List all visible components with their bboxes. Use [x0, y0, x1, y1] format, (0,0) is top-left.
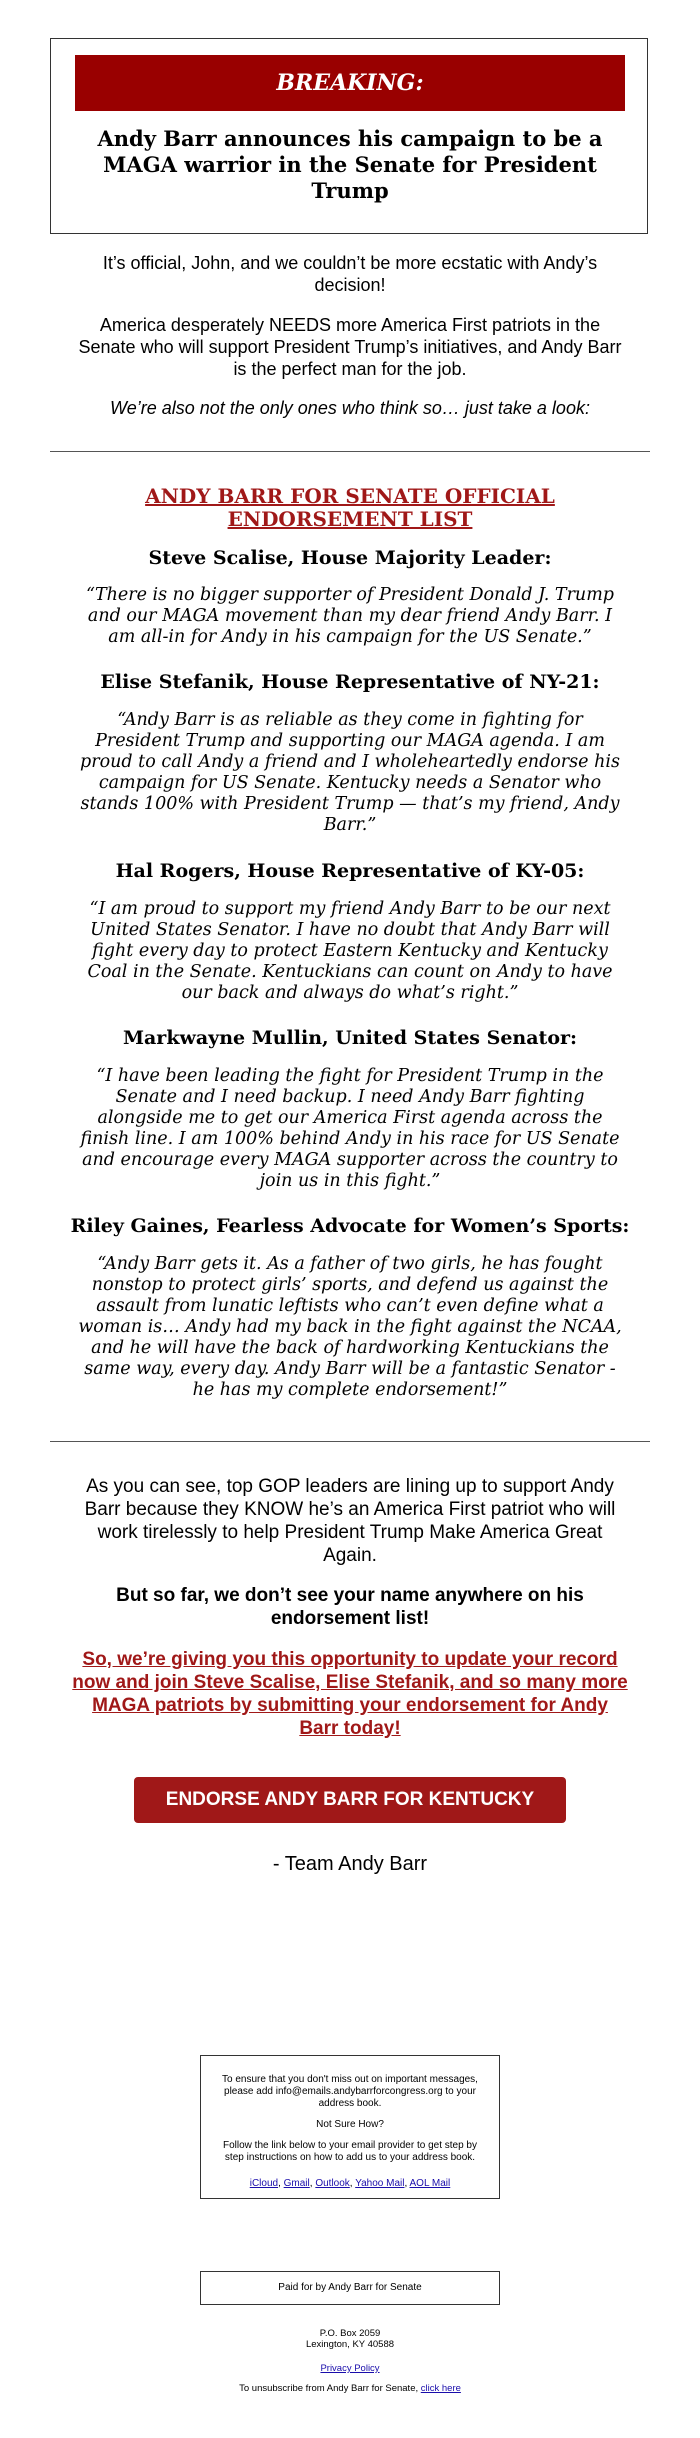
provider-link-outlook[interactable]: Outlook [315, 2178, 350, 2189]
endorser-name: Markwayne Mullin, United States Senator: [122, 1027, 578, 1049]
endorser-name: Hal Rogers, House Representative of KY-05: [115, 860, 585, 882]
provider-link-yahoo[interactable]: Yahoo Mail [355, 2178, 405, 2189]
endorsement-quote: “Andy Barr gets it. As a father of two girls, he has fought nonstop to protect girls’ sports, and defend us against the assault from lunatic leftists who can’t even define what a woman is… Andy had my back in the fight against the NCAA, and he will have the back of hardworking Kentuckians the same way, every day. Andy Barr will be a fantastic Senator - he has my complete endorsement!” [78, 1254, 622, 1400]
intro-paragraph-2: America desperately NEEDS more America First patriots in the Senate who will support President Trump’s initiatives, and Andy Barr is the perfect man for the job. [78, 315, 622, 379]
endorse-text-link[interactable]: So, we’re giving you this opportunity to update your record now and join Steve Scalise, Elise Stefanik, and so many more MAGA patriots by submitting your endorsement for Andy Barr today! [72, 1649, 628, 1739]
provider-link-icloud[interactable]: iCloud [249, 2178, 279, 2189]
paid-for-text: Paid for by Andy Barr for Senate [278, 2282, 422, 2293]
address-book-notice [200, 2055, 500, 2199]
endorser-name: Steve Scalise, House Majority Leader: [148, 547, 552, 569]
privacy-policy-container [150, 2363, 550, 2374]
breaking-banner: BREAKING: [75, 55, 625, 111]
address-line-2: Lexington, KY 40588 [305, 2339, 395, 2350]
address-line-1: P.O. Box 2059 [319, 2328, 381, 2339]
instructions-text: Follow the link below to your email provider to get step by step instructions on how to add us to your address book. [222, 2140, 477, 2163]
unsubscribe-text: To unsubscribe from Andy Barr for Senate, [239, 2383, 419, 2394]
notice-text: To ensure that you don't miss out on important messages, please add info@emails.andybarrforcongress.org to your address book. [222, 2074, 478, 2109]
endorser-name: Elise Stefanik, House Representative of NY-21: [100, 671, 600, 693]
endorsement-quote: “Andy Barr is as reliable as they come in fighting for President Trump and supporting our MAGA agenda. I am proud to call Andy a friend and I wholeheartedly endorse his campaign for US Senate. Kentucky needs a Senator who stands 100% with President Trump — that’s my friend, Andy Barr.” [80, 710, 620, 835]
not-sure-text: Not Sure How? [316, 2119, 384, 2130]
unsubscribe-line [150, 2383, 550, 2394]
unsubscribe-link[interactable]: click here [420, 2383, 461, 2394]
endorsement-quote: “There is no bigger supporter of President Donald J. Trump and our MAGA movement than my dear friend Andy Barr. I am all-in for Andy in his campaign for the US Senate.” [86, 585, 614, 647]
paid-for-box [200, 2271, 500, 2305]
provider-link-aol[interactable]: AOL Mail [409, 2178, 451, 2189]
divider [50, 451, 650, 452]
provider-link-gmail[interactable]: Gmail [283, 2178, 310, 2189]
provider-links: iCloud, Gmail, Outlook, Yahoo Mail, AOL Mail [249, 2178, 451, 2189]
endorse-button[interactable]: ENDORSE ANDY BARR FOR KENTUCKY [134, 1777, 566, 1823]
privacy-policy-link[interactable]: Privacy Policy [320, 2363, 380, 2374]
endorsement-list-title: ANDY BARR FOR SENATE OFFICIAL ENDORSEMENT LIST [145, 484, 555, 531]
closing-bold-paragraph: But so far, we don’t see your name anywhere on his endorsement list! [116, 1585, 584, 1629]
endorsement-quote: “I have been leading the fight for President Trump in the Senate and I need backup. I need Andy Barr fighting alongside me to get our America First agenda across the finish line. I am 100% behind Andy in his race for US Senate and encourage every MAGA supporter across the country to join us in this fight.” [80, 1066, 620, 1191]
endorser-name: Riley Gaines, Fearless Advocate for Women’s Sports: [70, 1215, 630, 1237]
endorsement-quote: “I am proud to support my friend Andy Barr to be our next United States Senator. I have no doubt that Andy Barr will fight every day to protect Eastern Kentucky and Kentucky Coal in the Senate. Kentuckians can count on Andy to have our back and always do what’s right.” [87, 899, 613, 1003]
divider [50, 1441, 650, 1442]
intro-paragraph-3: We’re also not the only ones who think so… just take a look: [110, 398, 590, 418]
closing-paragraph: As you can see, top GOP leaders are lining up to support Andy Barr because they KNOW he’s an America First patriot who will work tirelessly to help President Trump Make America Great Again. [84, 1476, 616, 1566]
intro-paragraph-1: It’s official, John, and we couldn’t be more ecstatic with Andy’s decision! [102, 253, 598, 295]
headline: Andy Barr announces his campaign to be a MAGA warrior in the Senate for President Trump [97, 126, 603, 203]
signoff: - Team Andy Barr [272, 1853, 428, 1875]
